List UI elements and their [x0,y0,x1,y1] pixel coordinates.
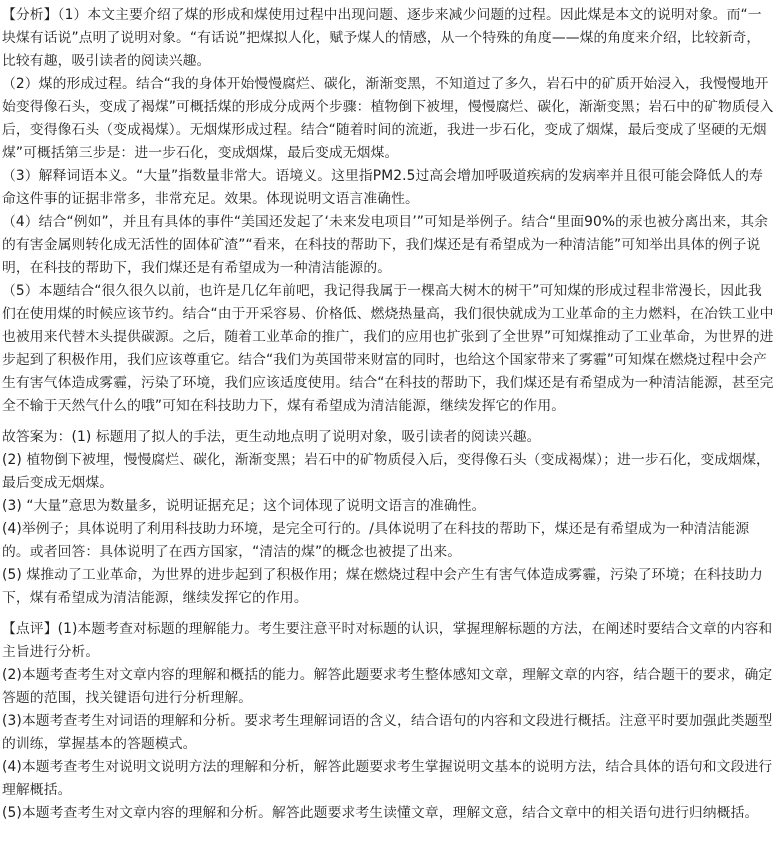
comment-paragraph-4: (4)本题考查考生对说明文说明方法的理解和分析，解答此题要求考生掌握说明文基本的说明方法，结合具体的语句和文段进行理解概括。 [2,759,773,798]
section-gap [2,418,774,426]
comment-paragraph-1: 【点评】(1)本题考查对标题的理解能力。考生要注意平时对标题的认识，掌握理解标题的方法，在阐述时要结合文章的内容和主旨进行分析。 [2,621,773,660]
comment-paragraph-5: (5)本题考查考生对文章内容的理解和分析。解答此题要求考生读懂文章，理解文意，结合文章中的相关语句进行归纳概括。 [2,805,759,821]
analysis-paragraph-5: （5）本题结合“很久很久以前，也许是几亿年前吧，我记得我属于一棵高大树木的树干”可知煤的形成过程非常漫长，因此我们在使用煤的时候应该节约。结合“由于开采容易、价格低、燃烧热量高，我们很快就成为工业革命的主力燃料，在冶铁工业中也被用来代替木头提供碳源。之后，随着工业革命的推广，我们的应用也扩张到了全世界”可知煤推动了工业革命，为世界的进步起到了积极作用，我们应该尊重它。结合“我们为英国带来财富的同时，也给这个国家带来了雾霾”可知煤在燃烧过程中会产生有害气体造成雾霾，污染了环境，我们应该适度使用。结合“在科技的帮助下，我们煤还是有希望成为一种清洁能源，甚至完全不输于天然气什么的哦”可知在科技助力下，煤有希望成为清洁能源，继续发挥它的作用。 [2,283,774,414]
section-gap [2,610,774,618]
answer-paragraph-3: (3) “大量”意思为数量多，说明证据充足；这个词体现了说明文语言的准确性。 [2,498,486,514]
answer-section [2,426,774,610]
analysis-paragraph-4: （4）结合“例如”，并且有具体的事件“美国还发起了‘未来发电项目’”可知是举例子。结合“里面90%的汞也被分离出来，其余的有害金属则转化成无活性的固体矿渣”“看来，在科技的帮助下，我们煤还是有希望成为一种清洁能”可知举出具体的例子说明，在科技的帮助下，我们煤还是有希望成为一种清洁能源的。 [2,214,768,276]
analysis-paragraph-3: （3）解释词语本义。“大量”指数量非常大。语境义。这里指PM2.5过高会增加呼吸道疾病的发病率并且很可能会降低人的寿命这件事的证据非常多，非常充足。效果。体现说明文语言准确性。 [2,168,763,207]
answer-paragraph-2: (2) 植物倒下被埋，慢慢腐烂、碳化，渐渐变黑；岩石中的矿物质侵入后，变得像石头（变成褐煤）；进一步石化，变成烟煤，最后变成无烟煤。 [2,452,770,491]
analysis-section [2,4,774,418]
comment-section [2,618,774,825]
comment-paragraph-3: (3)本题考查考生对词语的理解和分析。要求考生理解词语的含义，结合语句的内容和文段进行概括。注意平时要加强此类题型的训练，掌握基本的答题模式。 [2,713,773,752]
answer-paragraph-4: (4)举例子；具体说明了利用科技助力环境，是完全可行的。/具体说明了在科技的帮助下，煤还是有希望成为一种清洁能源的。或者回答：具体说明了在西方国家，“清洁的煤”的概念也被提了出来。 [2,521,750,560]
analysis-paragraph-1: 【分析】（1）本文主要介绍了煤的形成和煤使用过程中出现问题、逐步来减少问题的过程。因此煤是本文的说明对象。而“一块煤有话说”点明了说明对象。“有话说”把煤拟人化，赋予煤人的情感，从一个特殊的角度——煤的角度来介绍，比较新奇，比较有趣，吸引读者的阅读兴趣。 [2,7,762,69]
analysis-paragraph-2: （2）煤的形成过程。结合“我的身体开始慢慢腐烂、碳化，渐渐变黑，不知道过了多久，岩石中的矿质开始浸入，我慢慢地开始变得像石头，变成了褐煤”可概括煤的形成分成两个步骤：植物倒下被埋，慢慢腐烂、碳化，渐渐变黑；岩石中的矿物质侵入后，变得像石头（变成褐煤）。无烟煤形成过程。结合“随着时间的流逝，我进一步石化，变成了烟煤，最后变成了坚硬的无烟煤”可概括第三步是：进一步石化，变成烟煤，最后变成无烟煤。 [2,76,774,161]
answer-paragraph-5: (5) 煤推动了工业革命，为世界的进步起到了积极作用；煤在燃烧过程中会产生有害气体造成雾霾，污染了环境；在科技助力下，煤有希望成为清洁能源，继续发挥它的作用。 [2,567,763,606]
answer-paragraph-1: 故答案为：(1) 标题用了拟人的手法，更生动地点明了说明对象，吸引读者的阅读兴趣。 [2,429,541,445]
comment-paragraph-2: (2)本题考查考生对文章内容的理解和概括的能力。解答此题要求考生整体感知文章，理解文章的内容，结合题干的要求，确定答题的范围，找关键语句进行分析理解。 [2,667,773,706]
